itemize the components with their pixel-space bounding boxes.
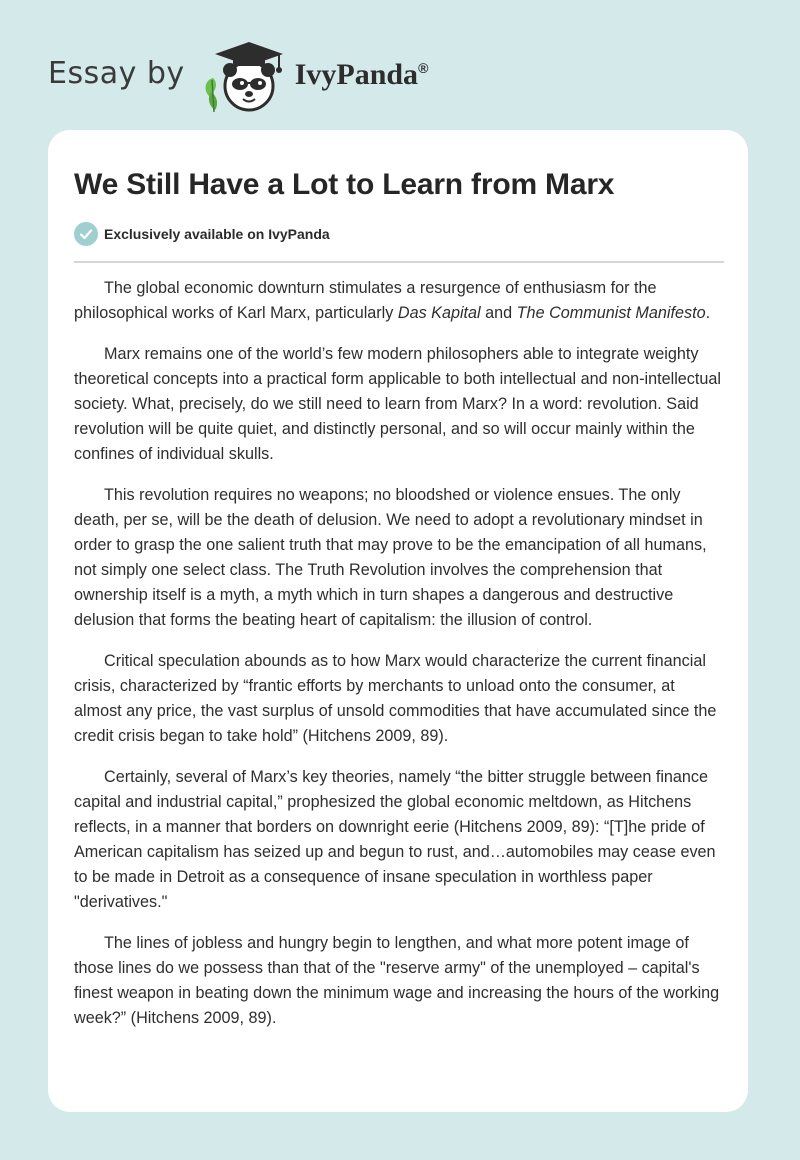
paragraph: This revolution requires no weapons; no bloodshed or violence ensues. The only death, per se, will be the death of delusion. We need to adopt a revolutionary mindset in order to grasp the one salient truth that may prove to be the emancipation of all humans, not simply one select class. The Truth Revolution involves the comprehension that ownership itself is a myth, a myth which in turn shapes a dangerous and destructive delusion that forms the beating heart of capitalism: the illusion of control. — [74, 486, 707, 629]
exclusive-label: Exclusively available on IvyPanda — [104, 226, 330, 242]
paragraph: Critical speculation abounds as to how Marx would characterize the current financial crisis, characterized by “frantic efforts by merchants to unload onto the consumer, at almost any price, the vast surplus of unsold commodities that have accumulated since the credit crisis began to take hold” (Hitchens 2009, 89). — [74, 652, 717, 745]
exclusive-badge — [74, 222, 330, 246]
brand-name: IvyPanda® — [294, 58, 429, 91]
paragraph: The global economic downturn stimulates a resurgence of enthusiasm for the philosophical works of Karl Marx, particularly Das Kapital and The Communist Manifesto. — [74, 279, 711, 322]
book-title: Das Kapital — [397, 304, 481, 322]
registered-mark: ® — [418, 60, 429, 76]
site-header — [48, 36, 748, 116]
paragraph: Certainly, several of Marx’s key theories, namely “the bitter struggle between finance capital and industrial capital,” prophesized the global economic meltdown, as Hitchens reflects, in a manner that borders on downright eerie (Hitchens 2009, 89): “[T]he pride of American capitalism has seized up and begun to rust, and…automobiles may cease even to be made in Detroit as a consequence of insane speculation in worthless paper "derivatives." — [74, 768, 716, 911]
panda-logo-icon — [199, 36, 291, 116]
page-title: We Still Have a Lot to Learn from Marx — [74, 168, 615, 201]
divider — [74, 261, 724, 263]
essay-card — [48, 130, 748, 1112]
essay-by-label: Essay by — [48, 55, 185, 91]
essay-body — [74, 276, 724, 1047]
book-title: The Communist Manifesto — [516, 304, 706, 322]
paragraph: The lines of jobless and hungry begin to lengthen, and what more potent image of those lines do we possess than that of the "reserve army" of the unemployed – capital's finest weapon in beating down the minimum wage and increasing the hours of the working week?” (Hitchens 2009, 89). — [74, 934, 720, 1027]
paragraph: Marx remains one of the world’s few modern philosophers able to integrate weighty theoretical concepts into a practical form applicable to both intellectual and non-intellectual society. What, precisely, do we still need to learn from Marx? In a word: revolution. Said revolution will be quite quiet, and distinctly personal, and so will occur mainly within the confines of individual skulls. — [74, 345, 721, 463]
check-circle-icon — [74, 222, 98, 246]
